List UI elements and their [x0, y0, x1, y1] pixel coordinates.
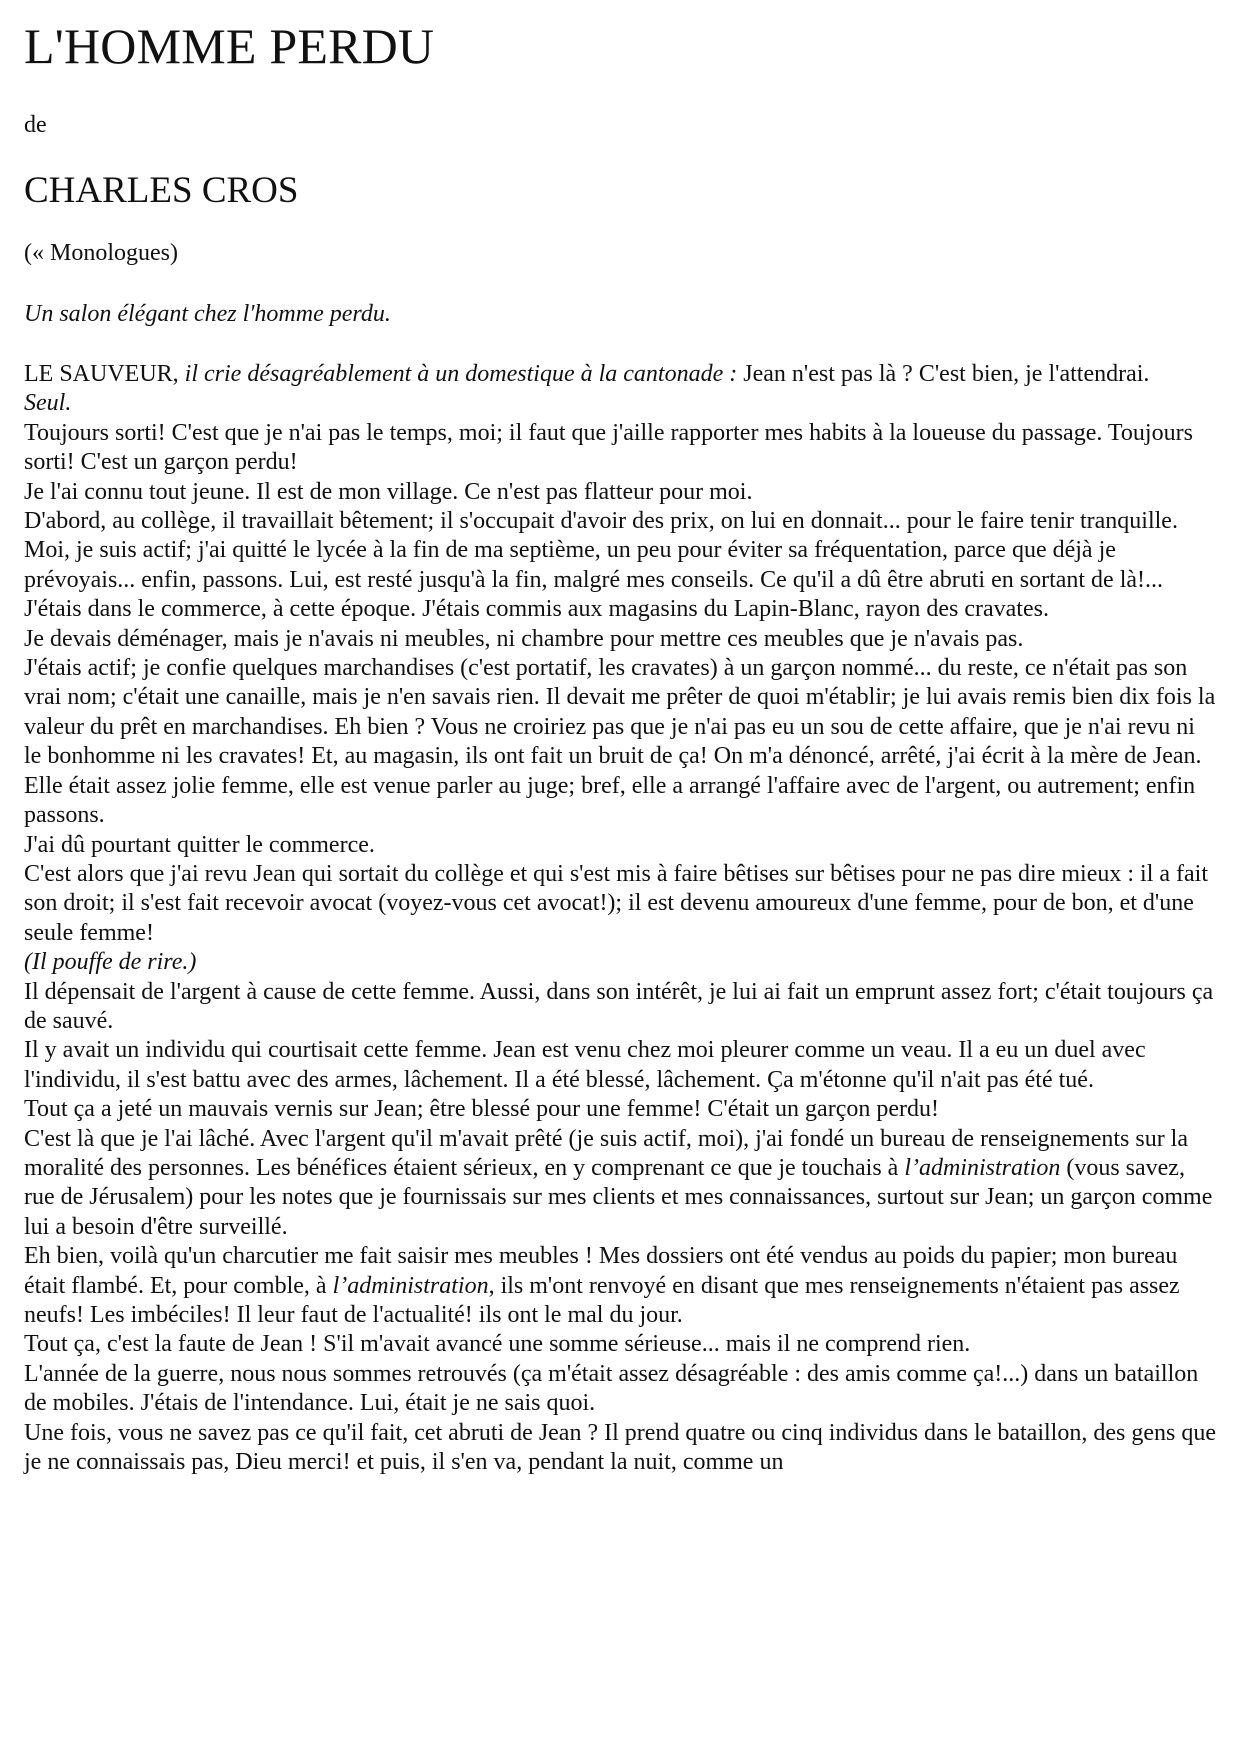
paragraph: L'année de la guerre, nous nous sommes retrouvés (ça m'était assez désagréable : des amis comme ça!...) dans un bataillon de mobiles. J'étais de l'intendance. Lui, était je ne sais quoi. — [24, 1360, 1199, 1417]
administration-emphasis: l’administration — [904, 1154, 1061, 1181]
saisie-text-after: , ils m'ont renvoyé en disant que mes renseignements n'étaient pas assez neufs! Les imbéciles! Il leur faut de l'actualité! ils ont le mal du jour. — [24, 1272, 1180, 1328]
document-title: L'HOMME PERDU — [24, 18, 435, 74]
stage-direction-pouffe: (Il pouffe de rire.) — [24, 949, 197, 976]
paragraph: Je devais déménager, mais je n'avais ni meubles, ni chambre pour mettre ces meubles que je n'avais pas. — [24, 625, 1024, 652]
paragraph: J'étais dans le commerce, à cette époque. J'étais commis aux magasins du Lapin-Blanc, rayon des cravates. — [24, 596, 1049, 623]
bureau-text-after: (vous savez, rue de Jérusalem) pour les notes que je fournissais sur mes clients et mes connaissances, surtout sur Jean; un garçon comme lui a besoin d'être surveillé. — [24, 1154, 1213, 1240]
stage-setting: Un salon élégant chez l'homme perdu. — [24, 301, 391, 327]
paragraph: Tout ça, c'est la faute de Jean ! S'il m'avait avancé une somme sérieuse... mais il ne comprend rien. — [24, 1331, 971, 1358]
paragraph-bureau — [24, 1125, 1216, 1243]
paragraph: J'ai dû pourtant quitter le commerce. — [24, 831, 375, 858]
monologue-body — [24, 328, 1216, 1477]
byline-de: de — [24, 112, 47, 138]
paragraph: Tout ça a jeté un mauvais vernis sur Jean; être blessé pour une femme! C'était un garçon perdu! — [24, 1096, 939, 1123]
stage-direction: il crie désagréablement à un domestique à la cantonade : — [184, 361, 738, 387]
collection-label: (« Monologues) — [24, 240, 178, 266]
paragraph: Il dépensait de l'argent à cause de cette femme. Aussi, dans son intérêt, je lui ai fait un emprunt assez fort; c'était toujours ça de sauvé. — [24, 978, 1214, 1034]
paragraph: J'étais actif; je confie quelques marchandises (c'est portatif, les cravates) à un garçon nommé... du reste, ce n'était pas son vrai nom; c'était une canaille, mais je n'en savais rien. Il devait me prêter de quoi m'établir; je lui avais remis bien dix fois la valeur du prêt en marchandises. Eh bien ? Vous ne croiriez pas que je n'ai pas eu un sou de cette affaire, que je n'ai revu ni le bonhomme ni les cravates! Et, au magasin, ils ont fait un bruit de ça! On m'a dénoncé, arrêté, j'ai écrit à la mère de Jean. Elle était assez jolie femme, elle est venue parler au juge; bref, elle a arrangé l'affaire avec de l'argent, ou autrement; enfin passons. — [24, 655, 1216, 829]
paragraph: Toujours sorti! C'est que je n'ai pas le temps, moi; il faut que j'aille rapporter mes habits à la loueuse du passage. Toujours sorti! C'est un garçon perdu! — [24, 419, 1193, 476]
bureau-text-before: C'est là que je l'ai lâché. Avec l'argent qu'il m'avait prêté (je suis actif, moi), j'ai fondé un bureau de renseignements sur la moralité des personnes. Les bénéfices étaient sérieux, en y comprenant ce que je touchais à — [24, 1125, 1188, 1181]
paragraph: Une fois, vous ne savez pas ce qu'il fait, cet abruti de Jean ? Il prend quatre ou cinq individus dans le bataillon, des gens que je ne connaissais pas, Dieu merci! et puis, il s'en va, pendant la nuit, comme un — [24, 1419, 1216, 1476]
opening-speech: Jean n'est pas là ? C'est bien, je l'attendrai. — [743, 361, 1150, 387]
paragraph: D'abord, au collège, il travaillait bêtement; il s'occupait d'avoir des prix, on lui en donnait... pour le faire tenir tranquille. Moi, je suis actif; j'ai quitté le lycée à la fin de ma septième, un peu pour éviter sa fréquentation, parce que déjà je prévoyais... enfin, passons. Lui, est resté jusqu'à la fin, malgré mes conseils. Ce qu'il a dû être abruti en sortant de là!... — [24, 508, 1178, 593]
opening-line — [24, 360, 1216, 389]
saisie-text-before: Eh bien, voilà qu'un charcutier me fait saisir mes meubles ! Mes dossiers ont été vendus au poids du papier; mon bureau était flambé. Et, pour comble, à — [24, 1243, 1178, 1299]
paragraph: C'est alors que j'ai revu Jean qui sortait du collège et qui s'est mis à faire bêtises sur bêtises pour ne pas dire mieux : il a fait son droit; il s'est fait recevoir avocat (voyez-vous cet avocat!); il est devenu amoureux d'une femme, pour de bon, et d'une seule femme! — [24, 860, 1208, 946]
administration-emphasis: l’administration — [332, 1272, 489, 1299]
speaker-name: LE SAUVEUR, — [24, 361, 179, 387]
paragraph-saisie — [24, 1242, 1216, 1330]
stage-direction-seul: Seul. — [24, 390, 72, 417]
author-name: CHARLES CROS — [24, 170, 299, 211]
paragraph: Il y avait un individu qui courtisait cette femme. Jean est venu chez moi pleurer comme un veau. Il a eu un duel avec l'individu, il s'est battu avec des armes, lâchement. Il a été blessé, lâchement. Ça m'étonne qu'il n'ait pas été tué. — [24, 1037, 1146, 1093]
paragraph: Je l'ai connu tout jeune. Il est de mon village. Ce n'est pas flatteur pour moi. — [24, 478, 753, 505]
